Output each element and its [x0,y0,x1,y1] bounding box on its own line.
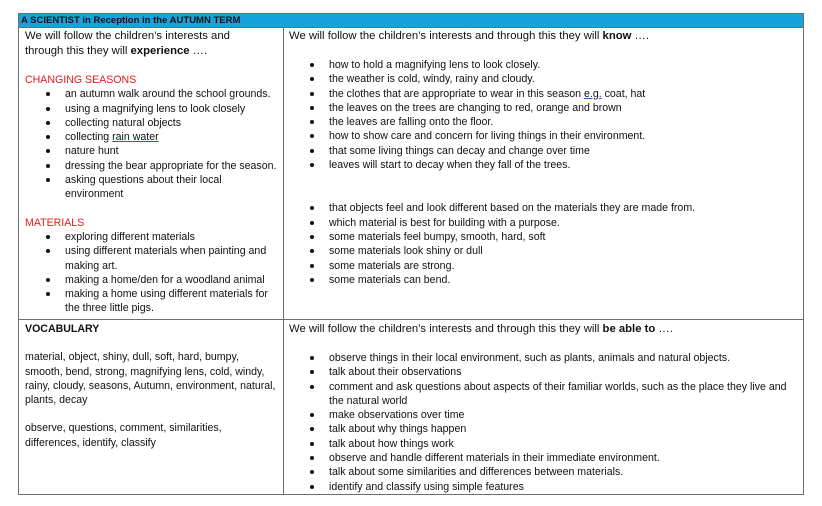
know-intro-tail: …. [631,30,649,42]
skills-intro [289,322,801,337]
list-item: some materials are strong. [329,259,801,273]
list-item: making a home using different materials for the three little pigs. [65,287,279,316]
list-item: that objects feel and look different based on the materials they are made from. [329,201,801,215]
know-intro-text: We will follow the children’s interests and through this they will [289,30,603,42]
know-materials-list [289,201,801,287]
seasons-heading: CHANGING SEASONS [25,74,137,86]
plan-table [18,13,804,495]
experience-cell [25,29,279,316]
eg-text: e.g. [584,87,602,100]
list-item [65,130,279,144]
list-item: some materials can bend. [329,273,801,287]
list-item: exploring different materials [65,230,279,244]
know-seasons-list [289,58,801,172]
list-item: the weather is cold, windy, rainy and cloudy. [329,72,801,86]
list-item: some materials feel bumpy, smooth, hard, soft [329,230,801,244]
list-item: that some living things can decay and change over time [329,144,801,158]
know-cell [289,29,801,287]
seasons-list [25,87,279,201]
know-intro [289,29,801,44]
column-divider [283,28,284,495]
list-item: asking questions about their local environment [65,173,279,202]
list-item: how to show care and concern for living things in their environment. [329,129,801,143]
list-item: an autumn walk around the school grounds. [65,87,279,101]
experience-intro-line2: through this they will [25,45,131,57]
skills-intro-bold: be able to [602,323,656,335]
know-intro-bold: know [602,30,632,42]
list-item: dressing the bear appropriate for the season. [65,159,279,173]
list-item: make observations over time [329,408,801,422]
experience-intro [25,29,279,59]
vocabulary-heading: VOCABULARY [25,323,100,335]
list-item: talk about their observations [329,365,801,379]
list-item: talk about some similarities and differences between materials. [329,465,801,479]
experience-intro-tail: …. [189,45,208,57]
list-item [329,87,801,101]
skills-cell [289,322,801,494]
list-item: the leaves are falling onto the floor. [329,115,801,129]
list-item: talk about how things work [329,437,801,451]
experience-intro-bold: experience [130,45,190,57]
skills-list [289,351,801,494]
table-title: A SCIENTIST in Reception in the AUTUMN TERM [19,14,803,28]
list-item: comment and ask questions about aspects of their familiar worlds, such as the place they live and the natural world [329,380,801,409]
clothes-text: the clothes that are appropriate to wear in this season [329,87,584,100]
experience-intro-line1: We will follow the children’s interests and [25,30,230,42]
list-item: making a home/den for a woodland animal [65,273,279,287]
rain-prefix: collecting [65,131,113,144]
list-item: observe and handle different materials in their immediate environment. [329,451,801,465]
list-item: how to hold a magnifying lens to look closely. [329,58,801,72]
list-item: talk about why things happen [329,422,801,436]
list-item: the leaves on the trees are changing to red, orange and brown [329,101,801,115]
rain-water-text: rain water [112,131,159,144]
list-item: nature hunt [65,144,279,158]
list-item: which material is best for building with a purpose. [329,216,801,230]
clothes-tail: coat, hat [601,87,646,100]
list-item: observe things in their local environment, such as plants, animals and natural objects. [329,351,801,365]
row-divider [19,319,803,320]
list-item: identify and classify using simple features [329,480,801,494]
list-item: using different materials when painting and making art. [65,244,279,273]
materials-heading: MATERIALS [25,216,85,229]
list-item: collecting natural objects [65,116,279,130]
vocabulary-words: material, object, shiny, dull, soft, hard, bumpy, smooth, bend, strong, magnifying lens, cold, windy, rainy, cloudy, seasons, Autumn, environment, natural, plants, decay [25,351,276,407]
vocabulary-cell [25,322,279,450]
list-item: using a magnifying lens to look closely [65,102,279,116]
materials-list [25,230,279,316]
skills-intro-text: We will follow the children’s interests and through this they will [289,323,603,335]
vocabulary-skills: observe, questions, comment, similarities, differences, identify, classify [25,422,222,449]
list-item: some materials look shiny or dull [329,244,801,258]
skills-intro-tail: …. [655,323,673,335]
list-item: leaves will start to decay when they fall of the trees. [329,158,801,172]
